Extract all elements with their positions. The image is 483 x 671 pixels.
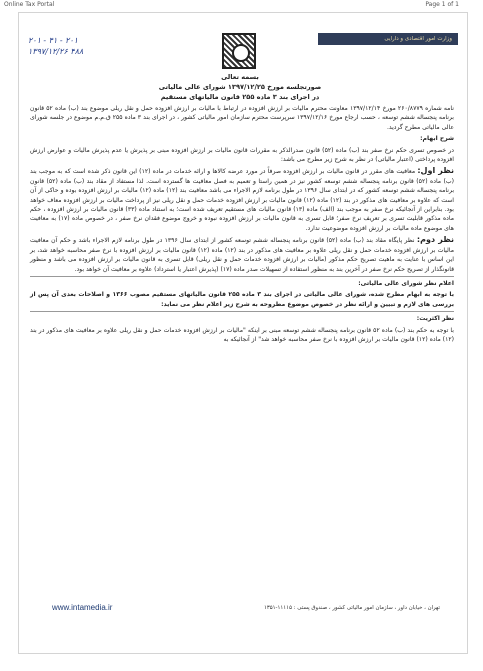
heading-bismillah: بسمه تعالی [221, 73, 259, 81]
document-heading [90, 72, 390, 102]
document-body [30, 104, 454, 346]
first-opinion-label: نظر اول: [417, 166, 455, 176]
council-label: اعلام نظر شورای عالی مالیاتی: [358, 279, 454, 287]
handwritten-line-2: ۱۳۹۷/۱۲/۲۶ ۴۸۸ [28, 47, 84, 56]
handwritten-line-1: ۲۰۱ - ۴۱ - ۲۰۱ [28, 36, 78, 45]
footer-url-link[interactable]: www.intamedia.ir [52, 603, 113, 612]
council-paragraph: با توجه به ابهام مطرح شده، شورای عالی مالیاتی در اجرای بند ۳ ماده ۲۵۵ قانون مالیاتهای مستقیم مصوب ۱۳۶۶ و اصلاحات بعدی آن پس از بررسی های لازم و تبیین و ارائه نظر در خصوص موضوع مطروحه به شرح زیر اعلام نظر می نماید: [30, 291, 455, 308]
second-opinion-text: نظر پایگاه مقاد بند (ب) ماده (۵۲) قانون برنامه پنجساله ششم توسعه کشور از ابتدای سال ۱۳۹۶ در طول برنامه لازم الاجراء باشد و حکم آن معافیت مالیات بر ارزش افزوده خدمات حمل و نقل ریلی علاوه بر معافیت های مذکور در بند (۱۲) ماده (۱۲) قانون مالیات بر ارزش افزوده با نرخ صفر محاسبه خواهد شد، بر این اساس با عنایت به ماهیت تصریح حکم مذکور (مالیات بر ارزش افزوده خدمات حمل و نقل ریلی) قابل تسری به قانون مالیات بر ارزش افزوده می باشد و منظور قانونگذار از تصریح حکم نرخ صفر در آخرین بند به منظور استفاده از تسهیلات صدر ماده (۱۷) (پذیرش اعتبار یا استرداد) علاوه بر معافیت آن خواهد بود. [30, 237, 454, 273]
document-footer [30, 603, 450, 617]
print-header-left: Online Tax Portal [4, 1, 55, 8]
ambiguity-label: شرح ابهام: [420, 135, 454, 143]
section-divider [30, 276, 454, 277]
print-header-page: Page 1 of 1 [425, 1, 459, 8]
second-opinion-label: نظر دوم: [416, 235, 455, 245]
ministry-emblem-icon [222, 33, 256, 69]
heading-subtitle: در اجرای بند ۳ ماده ۲۵۵ قانون مالیاتهای مستقیم [160, 93, 320, 101]
ambiguity-paragraph: در خصوص تسری حکم نرخ صفر بند (ب) ماده (۵۲) قانون صدرالذکر به مقررات قانون مالیات بر ارزش افزوده مبنی بر پذیرش یا عدم پذیرش مالیات و عوارض ارزش افزوده پرداختی (اعتبار مالیاتی) در نظر به شرح زیر مطرح می باشد: [30, 146, 454, 164]
majority-opinion-label: نظر اکثریت: [416, 315, 454, 323]
ministry-banner-text: وزارت امور اقتصادی و دارایی [384, 36, 452, 42]
section-divider-2 [30, 311, 454, 312]
ministry-banner [318, 33, 458, 45]
browser-print-header [0, 0, 483, 10]
heading-title: صورتجلسه مورخ ۱۳۹۷/۱۲/۲۵ شورای عالی مالیاتی [158, 83, 322, 91]
footer-address: تهران ، خیابان داور ، سازمان امور مالیاتی کشور ، صندوق پستی : ۱۱۱۱۵-۱۳۵۱ [263, 605, 440, 611]
intro-paragraph: نامه شماره ۲۶۰/۸۷۷۹ مورخ ۱۳۹۷/۱۲/۱۴ معاونت محترم مالیات بر ارزش افزوده در ارتباط با مالیات بر ارزش افزوده حمل و نقل ریلی موضوع بند (ب) ماده ۵۲ قانون برنامه پنجساله ششم توسعه ، حسب ارجاع مورخ ۱۳۹۷/۱۲/۱۶ سرپرست محترم سازمان امور مالیاتی کشور ، در اجرای بند ۳ ماده ۲۵۵ ق.م.م موضوع در جلسه شورای عالی مالیاتی مطرح گردید. [30, 105, 454, 131]
majority-opinion-text: با توجه به حکم بند (ب) ماده ۵۲ قانون برنامه پنجساله ششم توسعه مبنی بر اینکه "مالیات بر ارزش افزوده خدمات حمل و نقل ریلی علاوه بر معافیت های مذکور در بند (۱۲) ماده (۱۲) قانون مالیات بر ارزش افزوده با نرخ صفر محاسبه خواهد شد" از آنجائیکه به [30, 326, 454, 343]
first-opinion-text: معافیت های مقرر در قانون مالیات بر ارزش افزوده صرفاً در مورد عرضه کالاها و ارائه خدمات در ماده (۱۲) این قانون ذکر شده است که به موجب بند (ب) ماده (۵۲) قانون برنامه پنجساله ششم توسعه کشور نیز در همین راستا و تعمیم به فصل معافیت ها گسترده است. لذا مستفاد از مقاد بند (ب) ماده (۵۲) قانون برنامه پنجساله ششم توسعه کشور که در ابتدای سال ۱۳۹۶ در طول برنامه لازم الاجراء می باشد معافیت بند (۱۲) ماده (۱۲) مالیات بر ارزش افزوده بوده و حاکی از آن است که علاوه بر معافیت های مذکور در بند (۱۲) ماده (۱۲) قانون مالیات بر ارزش افزوده خدمات حمل و نقل ریلی نیز از پرداخت مالیات بر ارزش افزوده معاف خواهد بود. بنابراین از آنجائیکه نرخ صفر به موجب بند (الف) ماده (۱۳) قانون مالیات های مستقیم تعریف شده است؛ به استناد ماده (۳۳) قانون مالیات بر ارزش افزوده ، حکم ماده مذکور قابلیت تسری بر تعریف نرخ صفر؛ قابل تسری به قانون مالیات بر ارزش افزوده نبوده و خروج موضوع فقدان نرخ صفر ، در خصوص ماده (۱۷) به معافیت های موضوع ماده مالیات بر ارزش افزوده موضوعیت ندارد. [30, 168, 455, 232]
handwritten-reference [28, 35, 83, 57]
